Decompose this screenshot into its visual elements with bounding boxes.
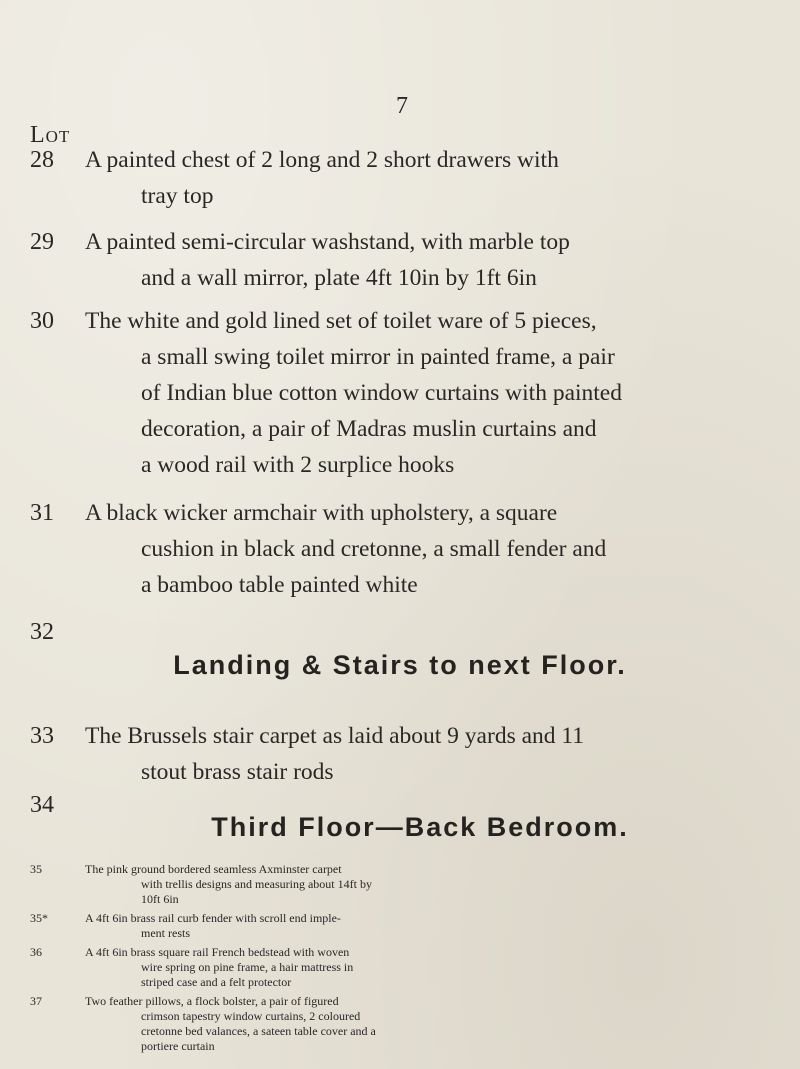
lot-number: 35	[30, 862, 42, 876]
lot-number-34: 34	[30, 792, 54, 818]
description-line: A 4ft 6in brass rail curb fender with scroll end imple-	[85, 911, 341, 925]
description-line: stout brass stair rods	[141, 759, 334, 785]
description-line: A black wicker armchair with upholstery, a square	[85, 500, 558, 526]
description-line: A painted chest of 2 long and 2 short drawers with	[85, 147, 559, 173]
description-line: cushion in black and cretonne, a small fender and	[141, 536, 607, 562]
lot-description	[85, 303, 785, 483]
lot-number: 31	[30, 500, 54, 526]
description-line: The white and gold lined set of toilet ware of 5 pieces,	[85, 308, 597, 334]
description-line: Two feather pillows, a flock bolster, a pair of figured	[85, 994, 339, 1008]
lot-number: 36	[30, 945, 42, 959]
description-line: portiere curtain	[141, 1039, 215, 1053]
lot-description	[85, 862, 785, 907]
description-line: cretonne bed valances, a sateen table cover and a	[141, 1024, 376, 1038]
lot-number: 37	[30, 994, 42, 1008]
lot-number-32: 32	[30, 619, 54, 645]
description-line: a wood rail with 2 surplice hooks	[141, 452, 455, 478]
description-line: wire spring on pine frame, a hair mattress in	[141, 960, 354, 974]
lot-description	[85, 224, 785, 296]
page-number: 7	[396, 93, 408, 119]
description-line: A painted semi-circular washstand, with marble top	[85, 229, 570, 255]
description-line: decoration, a pair of Madras muslin curtains and	[141, 416, 597, 442]
description-line: crimson tapestry window curtains, 2 coloured	[141, 1009, 361, 1023]
lot-number: 35*	[30, 911, 48, 925]
description-line: 10ft 6in	[141, 892, 179, 906]
description-line: tray top	[141, 183, 214, 209]
description-line: ment rests	[141, 926, 190, 940]
description-line: A 4ft 6in brass square rail French bedstead with woven	[85, 945, 350, 959]
lot-description	[85, 718, 785, 790]
description-line: The Brussels stair carpet as laid about 9 yards and 11	[85, 723, 585, 749]
lot-number: 28	[30, 147, 54, 173]
description-line: a bamboo table painted white	[141, 572, 418, 598]
section-title-third-floor: Third Floor—Back Bedroom.	[211, 812, 629, 842]
section-title-landing: Landing & Stairs to next Floor.	[173, 650, 627, 680]
lot-column-header: Lot	[30, 122, 71, 148]
description-line: a small swing toilet mirror in painted frame, a pair	[141, 344, 615, 370]
lot-number: 33	[30, 723, 54, 749]
description-line: with trellis designs and measuring about 14ft by	[141, 877, 372, 891]
description-line: of Indian blue cotton window curtains with painted	[141, 380, 622, 406]
description-line: The pink ground bordered seamless Axminster carpet	[85, 862, 342, 876]
description-line: and a wall mirror, plate 4ft 10in by 1ft 6in	[141, 265, 537, 291]
lot-number: 30	[30, 308, 54, 334]
lot-description	[85, 495, 785, 603]
description-line: striped case and a felt protector	[141, 975, 292, 989]
lot-number: 29	[30, 229, 54, 255]
lot-description	[85, 142, 785, 214]
